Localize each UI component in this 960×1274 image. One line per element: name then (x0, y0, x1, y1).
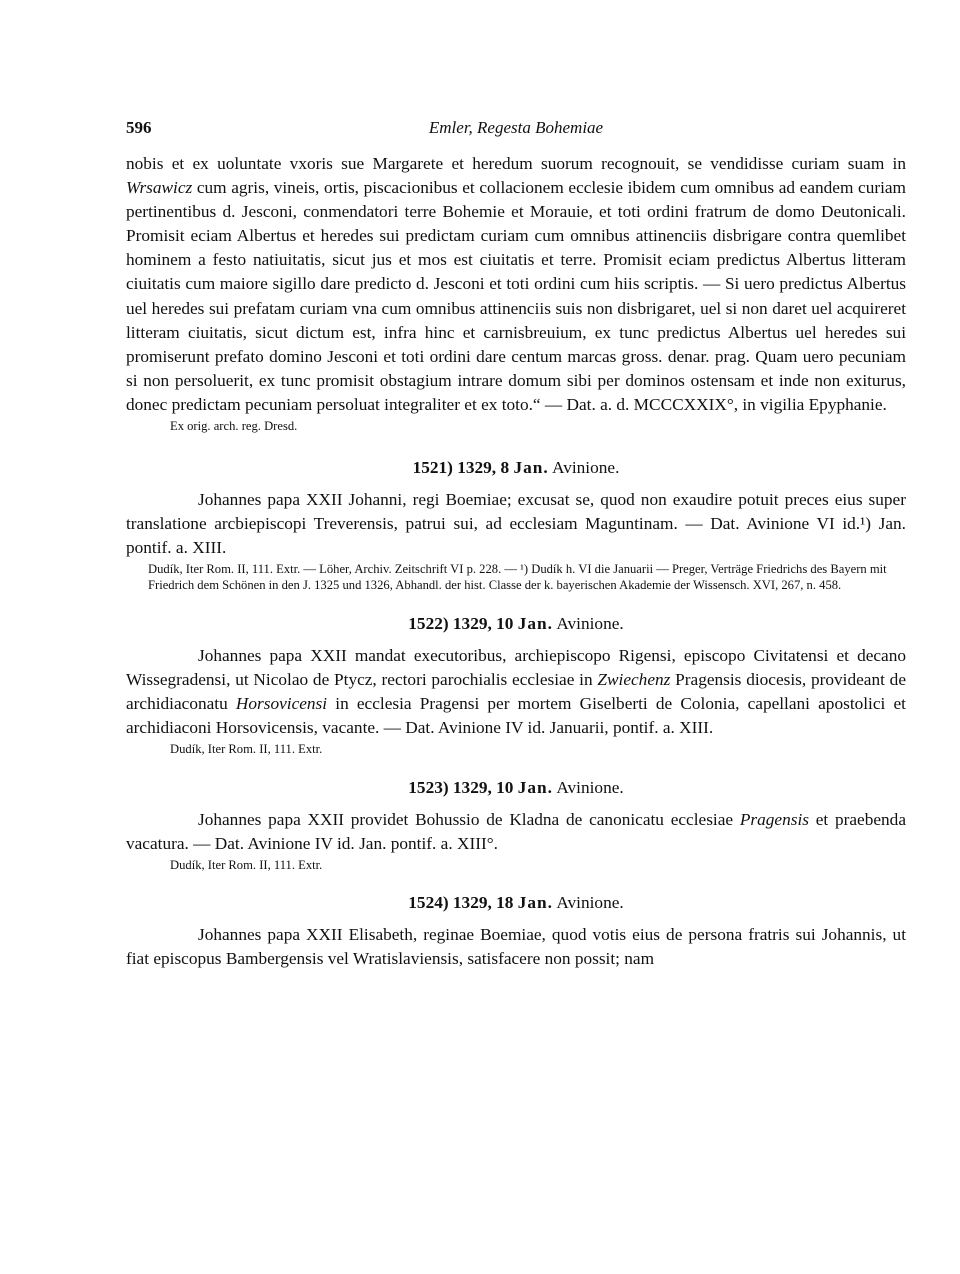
running-title: Emler, Regesta Bohemiae (428, 118, 604, 137)
entry-heading-1524: 1524) 1329, 18 Jan. Avinione. (408, 893, 624, 913)
entry-text-1523: Johannes papa XXII providet Bohussio de Kladna de canonicatu ecclesiae Pragensis et praebenda vacatura. — Dat. Avinione IV id. Jan. pontif. a. XIII°. (126, 809, 906, 853)
source-citation: Ex orig. arch. reg. Dresd. (170, 419, 298, 434)
entry-heading-1521: 1521) 1329, 8 Jan. Avinione. (412, 457, 620, 477)
entry-heading-1522: 1522) 1329, 10 Jan. Avinione. (408, 613, 624, 633)
entry-heading-1523: 1523) 1329, 10 Jan. Avinione. (408, 777, 624, 797)
page (126, 112, 906, 972)
entry-source-1523: Dudík, Iter Rom. II, 111. Extr. (170, 857, 323, 872)
entry-source-1521: Dudík, Iter Rom. II, 111. Extr. — Löher, Archiv. Zeitschrift VI p. 228. — ¹) Dudík h. VI die Januarii — Preger, Verträge Friedrichs des Bayern mit Friedrich dem Schönen in den J. 1325 und 1326, Abhandl. der hist. Classe der k. bayerischen Akademie der Wissensch. XVI, 267, n. 458. (148, 561, 887, 593)
continuation-text: nobis et ex uoluntate vxoris sue Margarete et heredum suorum recognouit, se vendidisse curiam suam in Wrsawicz cum agris, vineis, ortis, piscacionibus et collacionem ecclesie ibidem cum omnibus ad eandem curiam pertinentibus d. Jesconi, conmendatori terre Bohemie et Morauie, et toti ordini fratrum de domo Deutonicali. Promisit eciam Albertus et heredes sui predictam curiam cum omnibus attinenciis disbrigare contra quemlibet hominem a festo natiuitatis, sicut jus et mos est ciuitatis et terre. Promisit eciam predictus Albertus litteram ciuitatis cum maiore sigillo dare predicto d. Jesconi et toti ordini cum hiis scriptis. — Si uero predictus Albertus uel heredes sui prefatam curiam vna cum omnibus attinenciis suis non disbrigaret, uel si non daret uel acquireret litteram ciuitatis, sicut dictum est, infra hinc et carnisbreuium, ex tunc predictus Albertus uel heredes sui promiserunt prefato domino Jesconi et toti ordini dare centum marcas gross. denar. prag. Quam uero pecuniam si non persoluerit, ex tunc promisit obstagium intrare domum sibi per dominos ostensam et inde non exiturus, donec predictam pecuniam persoluat integraliter et ex toto.“ — Dat. a. d. MCCCXXIX°, in vigilia Epyphanie. (126, 154, 906, 414)
entry-text-1521: Johannes papa XXII Johanni, regi Boemiae; excusat se, quod non exaudire potuit preces eius super translatione arcbiepiscopi Treverensis, patrui sui, ad ecclesiam Maguntinam. — Dat. Avinione VI id.¹) Jan. pontif. a. XIII. (126, 489, 906, 557)
page-header (126, 112, 906, 142)
entry-text-1524: Johannes papa XXII Elisabeth, reginae Boemiae, quod votis eius de persona fratris sui Johannis, ut fiat episcopus Bambergensis vel Wratislaviensis, satisfacere non possit; nam (126, 925, 906, 969)
entry-text-1522: Johannes papa XXII mandat executoribus, archiepiscopo Rigensi, episcopo Civitatensi et decano Wissegradensi, ut Nicolao de Ptycz, rectori parochialis ecclesiae in Zwiechenz Pragensis diocesis, provideant de archidiaconatu Horsovicensi in ecclesia Pragensi per mortem Giselberti de Colonia, capellani apostolici et archidiaconi Horsovicensis, vacante. — Dat. Avinione IV id. Januarii, pontif. a. XIII. (126, 645, 906, 738)
place-name: Wrsawicz (126, 178, 193, 198)
entry-source-1522: Dudík, Iter Rom. II, 111. Extr. (170, 742, 323, 757)
page-number: 596 (126, 118, 152, 137)
